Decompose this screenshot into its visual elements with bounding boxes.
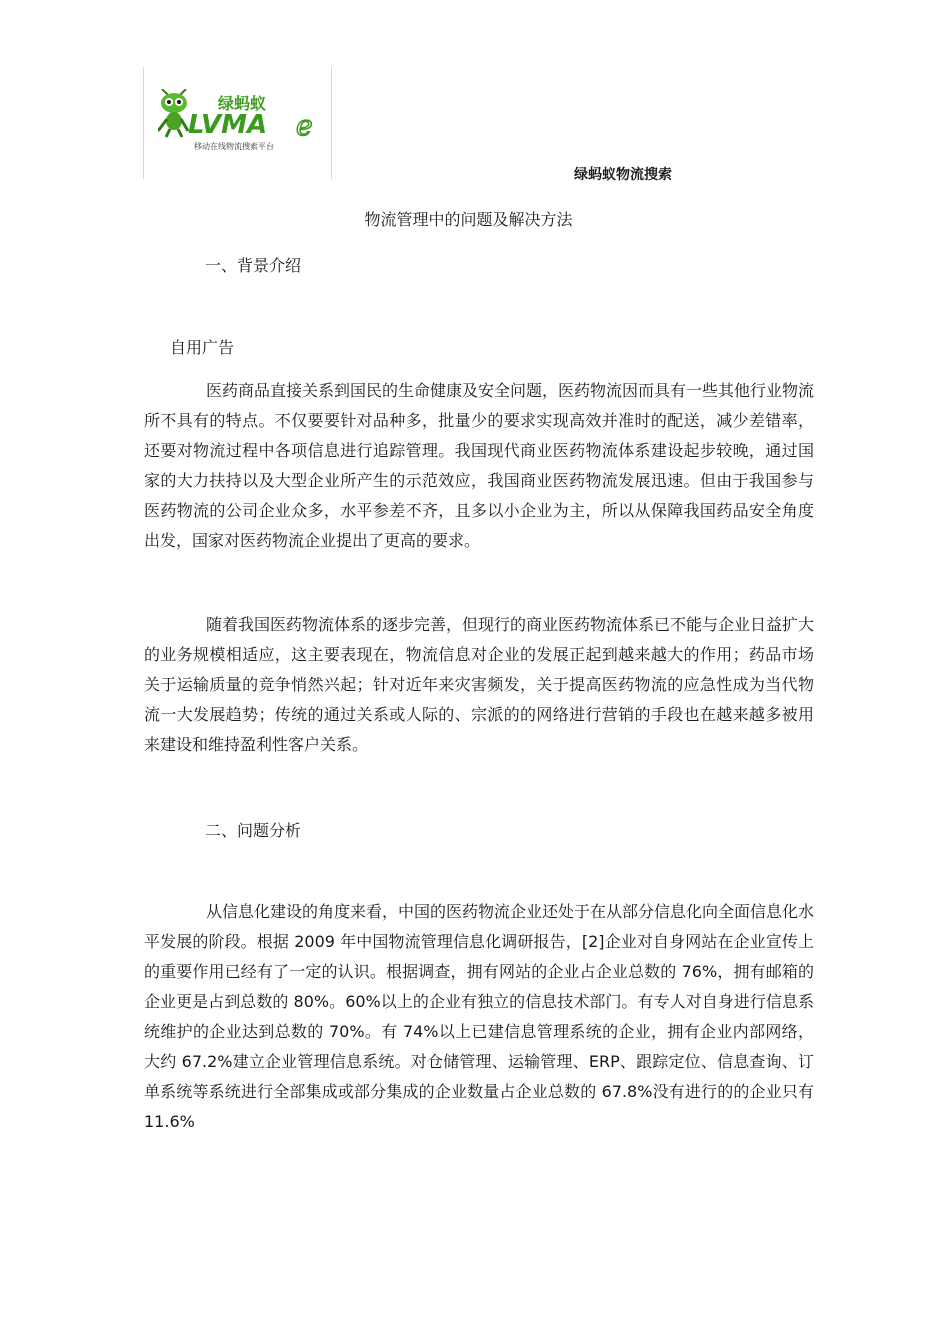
section-heading-background: 一、背景介绍: [205, 256, 302, 275]
paragraph-2: 随着我国医药物流体系的逐步完善，但现行的商业医药物流体系已不能与企业日益扩大的业务规模相适应，这主要表现在，物流信息对企业的发展正起到越来越大的作用；药品市场关于运输质量的竞争悄然兴起；针对近年来灾害频发，关于提高医药物流的应急性成为当代物流一大发展趋势；传统的通过关系或人际的、宗派的的网络进行营销的手段也在越来越多被用来建设和维持盈利性客户关系。: [144, 615, 815, 754]
document-title: 物流管理中的问题及解决方法: [364, 210, 573, 229]
paragraph-1: 医药商品直接关系到国民的生命健康及安全问题，医药物流因而具有一些其他行业物流所不具有的特点。不仅要要针对品种多，批量少的要求实现高效并准时的配送，减少差错率，还要对物流过程中各项信息进行追踪管理。我国现代商业医药物流体系建设起步较晚，通过国家的大力扶持以及大型企业所产生的示范效应，我国商业医药物流发展迅速。但由于我国参与医药物流的公司企业众多，水平参差不齐，且多以小企业为主，所以从保障我国药品安全角度出发，国家对医药物流企业提出了更高的要求。: [144, 381, 815, 550]
header-logo-box: [143, 67, 332, 179]
logo-e-text: e: [296, 109, 313, 142]
ad-label: 自用广告: [170, 338, 235, 357]
logo-en-text: LVMA: [188, 110, 268, 140]
logo-cn-text: 绿蚂蚁: [218, 94, 267, 113]
section-heading-analysis: 二、问题分析: [205, 821, 302, 840]
lvma-logo: [158, 89, 330, 159]
ant-mascot-icon: [158, 89, 188, 137]
paragraph-3: 从信息化建设的角度来看，中国的医药物流企业还处于在从部分信息化向全面信息化水平发展的阶段。根据 2009 年中国物流管理信息化调研报告，[2]企业对自身网站在企业宣传上的重要作用已经有了一定的认识。根据调查，拥有网站的企业占企业总数的 76%，拥有邮箱的企业更是占到总数的 80%。60%以上的企业有独立的信息技术部门。有专人对自身进行信息系统维护的企业达到总数的 70%。有 74%以上已建信息管理系统的企业，拥有企业内部网络，大约 67.2%建立企业管理信息系统。对仓储管理、运输管理、ERP、跟踪定位、信息查询、订单系统等系统进行全部集成或部分集成的企业数量占企业总数的 67.8%没有进行的的企业只有 11.6%: [144, 902, 815, 1131]
logo-tagline: 移动在线物流搜索平台: [194, 142, 274, 151]
brand-search-label: 绿蚂蚁物流搜索: [574, 167, 672, 183]
